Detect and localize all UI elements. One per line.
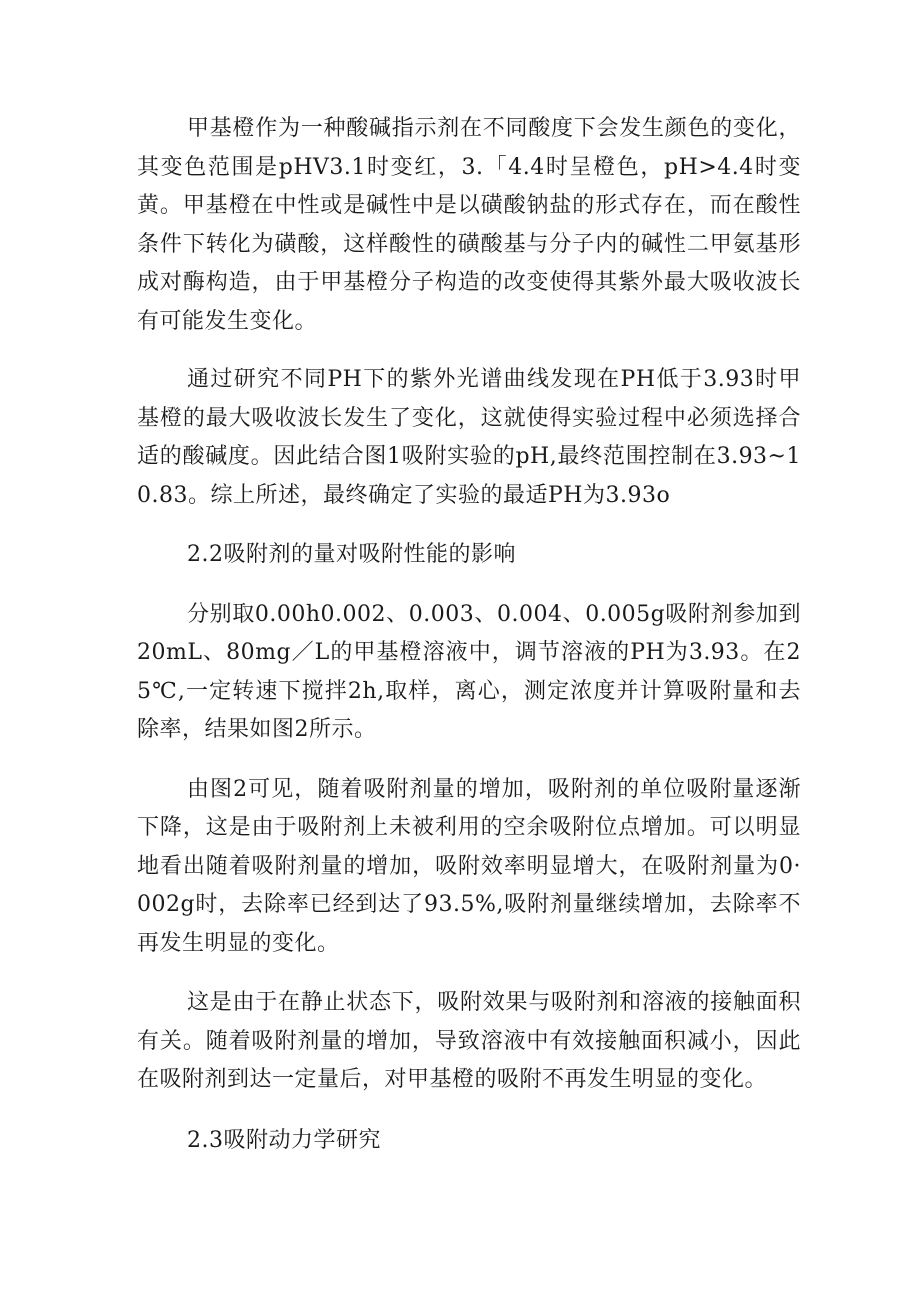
paragraph-dosage-results: 由图2可见，随着吸附剂量的增加，吸附剂的单位吸附量逐渐下降，这是由于吸附剂上未被利用的空余吸附位点增加。可以明显地看出随着吸附剂量的增加，吸附效率明显增大，在吸附剂量为0·002g时，去除率已经到达了93.5%,吸附剂量继续增加，去除率不再发生明显的变化。 bbox=[137, 776, 801, 956]
paragraph-methyl-orange-indicator: 甲基橙作为一种酸碱指示剂在不同酸度下会发生颜色的变化，其变色范围是pHV3.1时变红，3.「4.4时呈橙色，pH>4.4时变黄。甲基橙在中性或是碱性中是以磺酸钠盐的形式存在，而在酸性条件下转化为磺酸，这样酸性的磺酸基与分子内的碱性二甲氨基形成对酶构造，由于甲基橙分子构造的改变使得其紫外最大吸收波长有可能发生变化。 bbox=[137, 116, 801, 334]
section-heading-2-2: 2.2吸附剂的量对吸附性能的影响 bbox=[187, 542, 516, 567]
paragraph-contact-area-explanation: 这是由于在静止状态下，吸附效果与吸附剂和溶液的接触面积有关。随着吸附剂量的增加，导致溶液中有效接触面积减小，因此在吸附剂到达一定量后，对甲基橙的吸附不再发生明显的变化。 bbox=[137, 990, 801, 1092]
paragraph-adsorbent-dosage-method: 分别取0.00h0.002、0.003、0.004、0.005g吸附剂参加到20mL、80mg／L的甲基橙溶液中，调节溶液的PH为3.93。在25℃,一定转速下搅拌2h,取样，离心，测定浓度并计算吸附量和去除率，结果如图2所示。 bbox=[137, 601, 801, 742]
document-page bbox=[137, 110, 801, 1160]
paragraph-ph-selection: 通过研究不同PH下的紫外光谱曲线发现在PH低于3.93时甲基橙的最大吸收波长发生了变化，这就使得实验过程中必须选择合适的酸碱度。因此结合图1吸附实验的pH,最终范围控制在3.93~10.83。综上所述，最终确定了实验的最适PH为3.93o bbox=[137, 367, 801, 508]
section-heading-2-3: 2.3吸附动力学研究 bbox=[187, 1127, 381, 1153]
